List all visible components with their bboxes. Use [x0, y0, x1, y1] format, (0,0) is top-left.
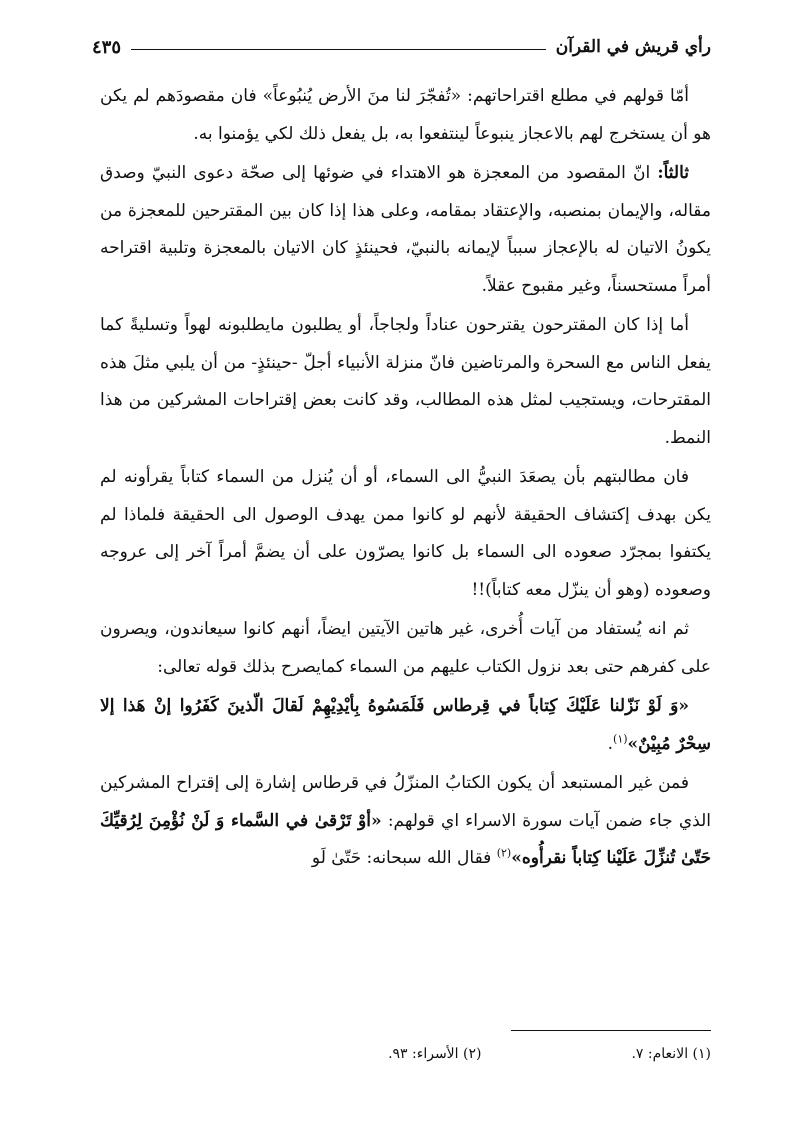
paragraph-text: فقال الله سبحانه: حَتّىٰ لَو [311, 848, 497, 868]
header-rule [131, 49, 546, 50]
quote-end: . [607, 733, 614, 754]
paragraph-text: فان مطالبتهم بأن يصعَدَ النبيُّ الى السماء، أو أن يُنزل من السماء كتاباً يقرأونه لم يكن بهدف إكتشاف الحقيقة لأنهم لو كانوا ممن يهدف الوصول الى الحقيقة فلماذا لم يكتفوا بمجرّد صعوده الى السماء بل كانوا يصرّون على أن يضمَّ أمراً آخر إلى عروجه وصعوده (وهو أن ينزّل معه كتاباً)!! [100, 467, 711, 600]
quote-text: «وَ لَوْ نَزّلنا عَلَيْكَ كِتاباً في قِرطاس فَلَمَسُوهُ بِأيْدِيْهِمْ لَقالَ الّذينَ كَفَرُوا إنْ هَذا إلا سِحْرٌ مُبِيْنٌ» [100, 696, 711, 754]
page-number: ٤٣٥ [92, 36, 122, 58]
running-header [92, 30, 711, 64]
footnote-ref: (٢) [496, 846, 512, 860]
paragraph-text: ثم انه يُستفاد من آيات أُخرى، غير هاتين الآيتين ايضاً، أنهم كانوا سيعاندون، ويصرون على كفرهم حتى بعد نزول الكتاب عليهم من السماء كمايصرح بذلك قوله تعالى: [100, 619, 711, 677]
paragraph [100, 611, 711, 686]
paragraph [100, 765, 711, 878]
footnote: (١) الانعام: ٧. [631, 1046, 711, 1062]
paragraph-text: فمن غير المستبعد أن يكون الكتابُ المنزّلُ في قرطاس إشارة إلى إقتراح المشركين الذي جاء ضمن آيات سورة الاسراء اي قولهم: [100, 773, 711, 831]
paragraph-lead: ثالثاً: [657, 163, 689, 183]
quote-text: «أوْ تَرْقىٰ في السَّماء وَ لَنْ نُؤْمِنَ لِرُقيِّكَ حَتّىٰ تُنزِّلَ عَلَيْنا كِتاباً نقرأُوه» [100, 810, 711, 868]
footnote-ref: (١) [613, 731, 628, 745]
quran-quote [100, 688, 711, 763]
paragraph [100, 78, 711, 153]
paragraph [100, 155, 711, 305]
paragraph [100, 307, 711, 457]
footnote-divider [511, 1030, 711, 1031]
footnote: (٢) الأسراء: ٩٣. [388, 1046, 482, 1062]
footnotes [100, 1046, 711, 1062]
paragraph-text: انّ المقصود من المعجزة هو الاهتداء في ضوئها إلى صحّة دعوى النبيّ وصدق مقاله، والإيمان بمنصبه، والإعتقاد بمقامه، وعلى هذا إذا كان بين المقترحين للمعجزة من يكونُ الاتيان له بالإعجاز سبباً لإيمانه بالنبيّ، فحينئذٍ كان الاتيان بالمعجزة وتلبية اقتراحه أمراً مستحسناً، وغير مقبوح عقلاً. [100, 163, 711, 296]
body-text [100, 78, 711, 880]
paragraph-text: أما إذا كان المقترحون يقترحون عناداً ولجاجاً، أو يطلبون مايطلبونه لهواً وتسليةً كما يفعل الناس مع السحرة والمرتاضين فانّ منزلة الأنبياء أجلّ -حينئذٍ- من أن يلبي مثلَ هذه المقترحات، ويستجيب لمثل هذه المطالب، وقد كانت بعض إقتراحات المشركين من هذا النمط. [100, 315, 711, 448]
paragraph [100, 459, 711, 609]
header-title: رأي قريش في القرآن [555, 37, 711, 57]
paragraph-text: أمّا قولهم في مطلع اقتراحاتهم: «تُفجّرَ لنا منَ الأرض يُنبُوعاً» فان مقصودَهم لم يكن هو أن يستخرج لهم بالاعجاز ينبوعاً لينتفعوا به، بل يفعل ذلك لكي يؤمنوا به. [100, 86, 711, 144]
